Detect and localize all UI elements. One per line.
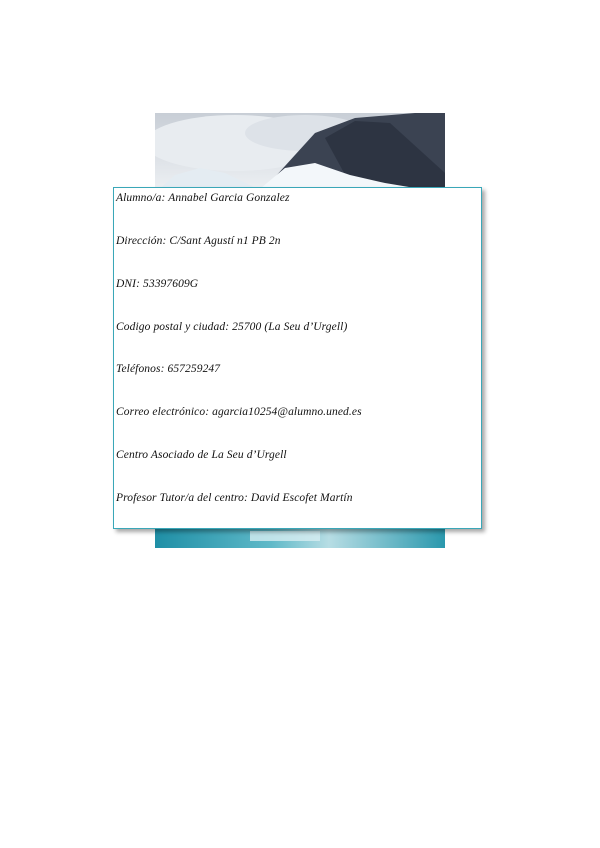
- student-name-line: Alumno/a: Annabel Garcia Gonzalez: [116, 192, 290, 204]
- associated-center-line: Centro Asociado de La Seu d’Urgell: [116, 449, 287, 461]
- email-line: Correo electrónico: agarcia10254@alumno.uned.es: [116, 406, 362, 418]
- student-info-card: [113, 187, 482, 529]
- address-line: Dirección: C/Sant Agustí n1 PB 2n: [116, 235, 281, 247]
- dni-line: DNI: 53397609G: [116, 278, 199, 290]
- tutor-line: Profesor Tutor/a del centro: David Escofet Martín: [116, 492, 353, 504]
- postal-code-city-line: Codigo postal y ciudad: 25700 (La Seu d’Urgell): [116, 321, 348, 333]
- phone-line: Teléfonos: 657259247: [116, 363, 221, 375]
